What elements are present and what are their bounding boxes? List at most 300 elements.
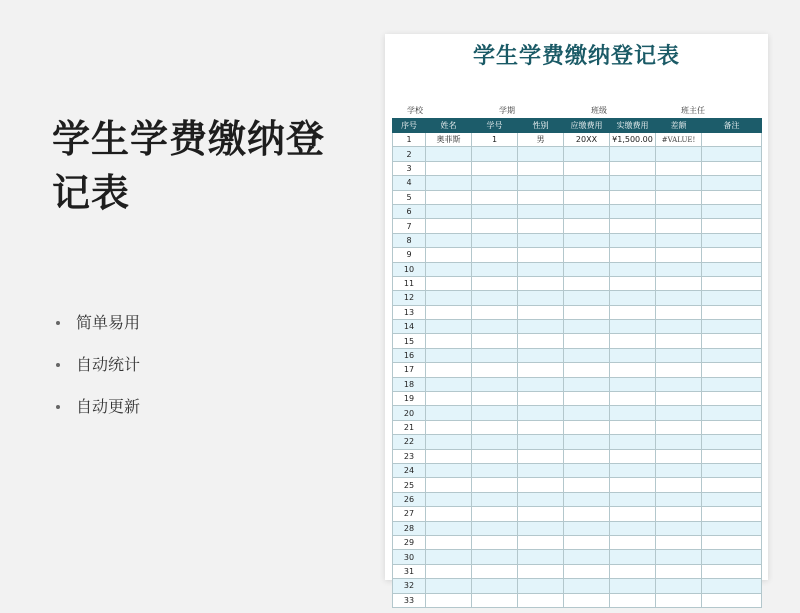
table-cell[interactable] (426, 392, 472, 406)
table-cell[interactable] (610, 233, 656, 247)
table-cell[interactable] (702, 377, 762, 391)
table-cell[interactable] (656, 161, 702, 175)
table-row (393, 176, 762, 190)
row-number-cell[interactable]: 9 (393, 248, 426, 262)
spreadsheet-preview (385, 34, 768, 605)
table-cell[interactable] (564, 377, 610, 391)
table-cell[interactable] (610, 291, 656, 305)
table-cell[interactable] (564, 406, 610, 420)
table-row (393, 593, 762, 607)
table-cell[interactable] (702, 133, 762, 147)
table-cell[interactable] (426, 291, 472, 305)
table-cell[interactable] (472, 204, 518, 218)
table-row (393, 535, 762, 549)
row-number-cell[interactable]: 25 (393, 478, 426, 492)
table-cell[interactable] (702, 564, 762, 578)
table-cell[interactable] (702, 348, 762, 362)
table-cell[interactable] (564, 233, 610, 247)
row-number-cell[interactable]: 26 (393, 492, 426, 506)
table-cell[interactable] (564, 593, 610, 607)
table-cell[interactable] (472, 219, 518, 233)
row-number-cell[interactable]: 31 (393, 564, 426, 578)
table-cell[interactable] (610, 305, 656, 319)
table-cell[interactable] (472, 190, 518, 204)
table-cell[interactable] (656, 233, 702, 247)
table-cell[interactable] (472, 521, 518, 535)
table-cell[interactable] (702, 463, 762, 477)
table-cell[interactable] (702, 320, 762, 334)
table-cell[interactable] (518, 147, 564, 161)
row-number-cell[interactable]: 11 (393, 276, 426, 290)
row-number-cell[interactable]: 4 (393, 176, 426, 190)
table-cell[interactable] (656, 291, 702, 305)
table-row (393, 334, 762, 348)
promo-title: 学生学费缴纳登记表 (52, 117, 326, 215)
table-cell[interactable] (564, 478, 610, 492)
table-cell[interactable] (702, 176, 762, 190)
table-row (393, 550, 762, 564)
table-cell[interactable] (610, 176, 656, 190)
table-cell[interactable] (472, 478, 518, 492)
table-cell[interactable] (518, 190, 564, 204)
table-cell[interactable] (610, 550, 656, 564)
meta-term-label: 学期 (499, 106, 515, 115)
table-cell[interactable] (518, 449, 564, 463)
row-number-cell[interactable]: 12 (393, 291, 426, 305)
table-cell[interactable] (564, 435, 610, 449)
table-cell[interactable] (426, 147, 472, 161)
table-row (393, 521, 762, 535)
table-cell[interactable] (656, 392, 702, 406)
table-cell[interactable] (472, 147, 518, 161)
feature-item (52, 392, 140, 434)
table-cell[interactable] (564, 161, 610, 175)
table-row (393, 147, 762, 161)
table-cell[interactable] (426, 492, 472, 506)
table-cell[interactable] (426, 449, 472, 463)
table-cell[interactable] (472, 377, 518, 391)
table-cell[interactable] (702, 276, 762, 290)
table-cell[interactable] (472, 420, 518, 434)
row-number-cell[interactable]: 20 (393, 406, 426, 420)
table-cell[interactable] (518, 334, 564, 348)
table-row (393, 219, 762, 233)
row-number-cell[interactable]: 33 (393, 593, 426, 607)
table-cell[interactable] (656, 579, 702, 593)
table-cell[interactable] (426, 190, 472, 204)
row-number-cell[interactable]: 23 (393, 449, 426, 463)
table-cell[interactable] (610, 435, 656, 449)
table-cell[interactable] (426, 535, 472, 549)
table-cell[interactable] (426, 463, 472, 477)
table-row (393, 507, 762, 521)
table-cell[interactable] (702, 435, 762, 449)
row-number-cell[interactable]: 22 (393, 435, 426, 449)
table-cell[interactable] (610, 262, 656, 276)
table-cell[interactable] (518, 348, 564, 362)
table-row (393, 579, 762, 593)
table-cell[interactable] (564, 492, 610, 506)
table-cell[interactable] (472, 262, 518, 276)
table-cell[interactable] (610, 190, 656, 204)
table-cell[interactable] (656, 550, 702, 564)
table-cell[interactable] (518, 535, 564, 549)
table-cell[interactable] (518, 161, 564, 175)
table-cell[interactable] (564, 521, 610, 535)
table-cell[interactable] (426, 276, 472, 290)
table-cell[interactable] (702, 420, 762, 434)
table-cell[interactable] (518, 435, 564, 449)
table-cell[interactable] (702, 233, 762, 247)
table-cell[interactable] (702, 204, 762, 218)
table-cell[interactable] (656, 219, 702, 233)
table-cell[interactable] (564, 463, 610, 477)
table-cell[interactable] (702, 449, 762, 463)
table-cell[interactable] (656, 521, 702, 535)
row-number-cell[interactable]: 24 (393, 463, 426, 477)
table-cell[interactable] (656, 507, 702, 521)
table-cell[interactable] (564, 392, 610, 406)
table-cell[interactable] (518, 478, 564, 492)
table-cell[interactable] (472, 492, 518, 506)
table-cell[interactable] (656, 276, 702, 290)
table-cell[interactable] (472, 579, 518, 593)
row-number-cell[interactable]: 17 (393, 363, 426, 377)
header-cell: 序号 (393, 119, 426, 133)
table-cell[interactable] (472, 348, 518, 362)
table-row (393, 463, 762, 477)
table-cell[interactable] (426, 406, 472, 420)
row-number-cell[interactable]: 6 (393, 204, 426, 218)
table-cell[interactable] (656, 435, 702, 449)
table-cell[interactable] (472, 392, 518, 406)
row-number-cell[interactable]: 14 (393, 320, 426, 334)
table-cell[interactable] (518, 377, 564, 391)
table-cell[interactable] (564, 147, 610, 161)
table-cell[interactable] (426, 348, 472, 362)
table-cell[interactable] (472, 406, 518, 420)
table-cell[interactable] (610, 507, 656, 521)
table-cell[interactable] (610, 147, 656, 161)
table-cell[interactable] (610, 334, 656, 348)
table-cell[interactable] (702, 161, 762, 175)
table-cell[interactable] (426, 161, 472, 175)
table-cell[interactable] (472, 593, 518, 607)
table-cell[interactable] (426, 334, 472, 348)
table-cell[interactable] (472, 161, 518, 175)
table-cell[interactable] (656, 593, 702, 607)
table-cell[interactable] (656, 377, 702, 391)
table-cell[interactable] (426, 507, 472, 521)
row-number-cell[interactable]: 32 (393, 579, 426, 593)
table-cell[interactable] (472, 248, 518, 262)
table-cell[interactable] (702, 291, 762, 305)
table-cell[interactable] (564, 320, 610, 334)
table-cell[interactable] (702, 334, 762, 348)
table-cell[interactable] (518, 233, 564, 247)
table-cell[interactable] (702, 392, 762, 406)
table-cell[interactable] (656, 564, 702, 578)
table-row (393, 190, 762, 204)
table-row (393, 492, 762, 506)
table-cell[interactable] (472, 320, 518, 334)
table-cell[interactable] (564, 348, 610, 362)
table-cell[interactable] (702, 219, 762, 233)
table-cell[interactable] (656, 204, 702, 218)
table-cell[interactable] (610, 161, 656, 175)
table-row (393, 276, 762, 290)
table-cell[interactable] (656, 420, 702, 434)
table-cell[interactable] (656, 320, 702, 334)
table-cell[interactable] (518, 204, 564, 218)
table-cell[interactable] (564, 291, 610, 305)
table-cell[interactable] (702, 593, 762, 607)
table-cell[interactable] (656, 463, 702, 477)
table-cell[interactable] (702, 507, 762, 521)
table-cell[interactable] (518, 276, 564, 290)
table-cell[interactable] (518, 305, 564, 319)
table-cell[interactable] (702, 363, 762, 377)
table-row (393, 406, 762, 420)
table-cell[interactable] (518, 392, 564, 406)
table-cell[interactable] (656, 406, 702, 420)
table-cell[interactable] (564, 579, 610, 593)
table-cell[interactable] (426, 176, 472, 190)
table-cell[interactable] (518, 521, 564, 535)
table-cell[interactable] (610, 204, 656, 218)
table-cell[interactable] (702, 478, 762, 492)
table-cell[interactable]: 1 (472, 133, 518, 147)
table-cell[interactable] (610, 320, 656, 334)
table-cell[interactable] (656, 190, 702, 204)
table-cell[interactable]: 1 (393, 133, 426, 147)
table-cell[interactable] (656, 147, 702, 161)
table-cell[interactable] (610, 535, 656, 549)
table-cell[interactable] (472, 550, 518, 564)
table-cell[interactable] (656, 305, 702, 319)
table-cell[interactable] (656, 348, 702, 362)
table-cell[interactable] (472, 334, 518, 348)
table-cell[interactable] (518, 320, 564, 334)
table-cell[interactable] (518, 248, 564, 262)
table-cell[interactable] (564, 334, 610, 348)
table-cell[interactable] (518, 176, 564, 190)
feature-label: 自动统计 (76, 355, 141, 374)
table-cell[interactable] (564, 262, 610, 276)
feature-item (52, 350, 140, 392)
row-number-cell[interactable]: 3 (393, 161, 426, 175)
table-cell[interactable] (472, 291, 518, 305)
row-number-cell[interactable]: 28 (393, 521, 426, 535)
table-cell[interactable] (702, 550, 762, 564)
feature-item (52, 308, 140, 350)
table-cell[interactable] (564, 363, 610, 377)
table-cell[interactable] (472, 233, 518, 247)
table-cell[interactable] (702, 521, 762, 535)
row-number-cell[interactable]: 8 (393, 233, 426, 247)
table-cell[interactable] (518, 406, 564, 420)
table-cell[interactable] (472, 305, 518, 319)
table-cell[interactable] (518, 219, 564, 233)
table-cell[interactable] (426, 377, 472, 391)
table-cell[interactable] (426, 564, 472, 578)
table-cell[interactable] (702, 262, 762, 276)
table-cell[interactable] (426, 219, 472, 233)
table-cell[interactable] (564, 204, 610, 218)
table-cell[interactable] (564, 449, 610, 463)
table-cell[interactable] (472, 507, 518, 521)
header-cell: 学号 (472, 119, 518, 133)
row-number-cell[interactable]: 18 (393, 377, 426, 391)
table-cell[interactable] (518, 593, 564, 607)
table-cell[interactable] (656, 176, 702, 190)
table-cell[interactable] (518, 564, 564, 578)
table-cell[interactable] (702, 190, 762, 204)
table-cell[interactable] (610, 219, 656, 233)
header-cell: 性别 (518, 119, 564, 133)
table-cell[interactable] (426, 521, 472, 535)
table-cell[interactable] (518, 420, 564, 434)
table-cell[interactable] (656, 478, 702, 492)
table-cell[interactable] (702, 305, 762, 319)
table-cell[interactable] (472, 449, 518, 463)
table-cell[interactable] (610, 420, 656, 434)
table-cell[interactable] (610, 377, 656, 391)
feature-label: 简单易用 (76, 313, 141, 332)
table-cell[interactable] (702, 248, 762, 262)
table-cell[interactable] (518, 550, 564, 564)
table-row (393, 392, 762, 406)
table-cell[interactable]: #VALUE! (656, 133, 702, 147)
meta-school-label: 学校 (407, 106, 423, 115)
table-cell[interactable] (472, 276, 518, 290)
table-cell[interactable] (426, 204, 472, 218)
table-cell[interactable] (610, 463, 656, 477)
table-cell[interactable] (564, 176, 610, 190)
table-cell[interactable] (610, 593, 656, 607)
table-cell[interactable] (472, 176, 518, 190)
table-cell[interactable] (610, 449, 656, 463)
table-cell[interactable] (702, 535, 762, 549)
table-cell[interactable] (472, 363, 518, 377)
table-cell[interactable] (426, 320, 472, 334)
table-cell[interactable] (426, 420, 472, 434)
table-cell[interactable] (610, 521, 656, 535)
table-cell[interactable] (564, 305, 610, 319)
table-cell[interactable] (702, 579, 762, 593)
table-cell[interactable] (702, 492, 762, 506)
table-cell[interactable] (610, 276, 656, 290)
table-cell[interactable] (426, 248, 472, 262)
feature-list (52, 308, 140, 434)
row-number-cell[interactable]: 5 (393, 190, 426, 204)
table-cell[interactable] (426, 363, 472, 377)
table-cell[interactable] (518, 507, 564, 521)
table-cell[interactable] (656, 449, 702, 463)
table-cell[interactable]: ¥1,500.00 (610, 133, 656, 147)
table-cell[interactable] (472, 564, 518, 578)
table-cell[interactable] (426, 305, 472, 319)
table-cell[interactable] (656, 334, 702, 348)
row-number-cell[interactable]: 30 (393, 550, 426, 564)
table-cell[interactable] (426, 593, 472, 607)
row-number-cell[interactable]: 15 (393, 334, 426, 348)
table-cell[interactable] (610, 579, 656, 593)
table-cell[interactable] (518, 291, 564, 305)
table-cell[interactable] (564, 248, 610, 262)
row-number-cell[interactable]: 19 (393, 392, 426, 406)
table-cell[interactable] (564, 564, 610, 578)
table-cell[interactable]: 男 (518, 133, 564, 147)
table-cell[interactable] (518, 262, 564, 276)
row-number-cell[interactable]: 27 (393, 507, 426, 521)
table-cell[interactable] (610, 392, 656, 406)
row-number-cell[interactable]: 7 (393, 219, 426, 233)
table-cell[interactable] (702, 147, 762, 161)
table-cell[interactable] (564, 420, 610, 434)
table-cell[interactable] (610, 248, 656, 262)
table-cell[interactable] (426, 550, 472, 564)
table-cell[interactable] (656, 363, 702, 377)
table-cell[interactable] (564, 190, 610, 204)
table-cell[interactable] (426, 262, 472, 276)
table-cell[interactable] (564, 550, 610, 564)
table-cell[interactable] (472, 535, 518, 549)
table-cell[interactable]: 奥菲斯 (426, 133, 472, 147)
table-cell[interactable] (518, 492, 564, 506)
table-cell[interactable] (610, 363, 656, 377)
table-cell[interactable] (656, 535, 702, 549)
row-number-cell[interactable]: 21 (393, 420, 426, 434)
table-cell[interactable] (426, 233, 472, 247)
table-row (393, 133, 762, 147)
table-cell[interactable] (656, 262, 702, 276)
table-cell[interactable] (656, 492, 702, 506)
table-cell[interactable] (426, 435, 472, 449)
table-row (393, 348, 762, 362)
table-cell[interactable] (610, 478, 656, 492)
table-cell[interactable] (610, 564, 656, 578)
table-cell[interactable] (472, 463, 518, 477)
table-cell[interactable] (518, 463, 564, 477)
table-cell[interactable] (426, 579, 472, 593)
table-cell[interactable] (702, 406, 762, 420)
row-number-cell[interactable]: 10 (393, 262, 426, 276)
table-row (393, 420, 762, 434)
table-row (393, 478, 762, 492)
table-cell[interactable] (564, 507, 610, 521)
table-cell[interactable]: 20XX (564, 133, 610, 147)
table-cell[interactable] (656, 248, 702, 262)
table-cell[interactable] (518, 363, 564, 377)
table-cell[interactable] (564, 276, 610, 290)
table-cell[interactable] (564, 535, 610, 549)
table-cell[interactable] (564, 219, 610, 233)
table-cell[interactable] (518, 579, 564, 593)
table-cell[interactable] (472, 435, 518, 449)
table-cell[interactable] (426, 478, 472, 492)
table-cell[interactable] (610, 348, 656, 362)
bullet-icon (56, 321, 60, 325)
table-row (393, 305, 762, 319)
row-number-cell[interactable]: 2 (393, 147, 426, 161)
row-number-cell[interactable]: 16 (393, 348, 426, 362)
row-number-cell[interactable]: 29 (393, 535, 426, 549)
row-number-cell[interactable]: 13 (393, 305, 426, 319)
table-header-row (393, 119, 762, 133)
table-cell[interactable] (610, 492, 656, 506)
table-cell[interactable] (610, 406, 656, 420)
